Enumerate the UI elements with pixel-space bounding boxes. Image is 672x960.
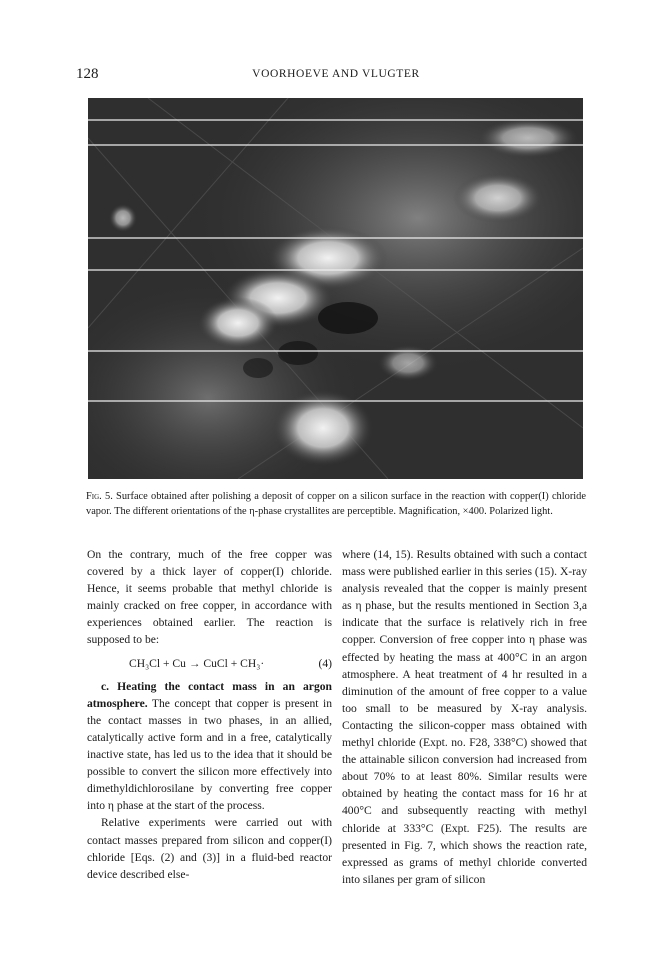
micrograph-image [88,98,583,479]
section-heading: c. Heating the contact mass in an argon atmosphere. [87,679,332,710]
left-column [87,546,332,883]
page-header [76,66,596,86]
equation-4 [87,655,332,672]
page-number: 128 [76,66,99,82]
figure-caption [86,489,586,519]
paragraph: Relative experiments were carried out with contact masses prepared from silicon and copper(I) chloride [Eqs. (2) and (3)] in a fluid-bed reactor device described else- [87,816,332,881]
micrograph-figure [88,98,583,479]
paragraph: where (14, 15). Results obtained with such a contact mass were published earlier in this series (15). X-ray analysis revealed that the copper is mainly present as η phase, but the results mentioned in Section 3,a indicate that the surface is relatively rich in free copper. Conversion of free copper into η phase was effected by heating the mass at 400°C in an argon atmosphere. A heat treatment of 4 hr resulted in a diminution of the amount of free copper to a value too small to be measured by X-ray analysis. Contacting the silicon-copper mass obtained with methyl chloride (Expt. no. F28, 338°C) showed that the attainable silicon conversion had increased from about 70% to at least 80%. Similar results were obtained by heating the contact mass for 16 hr at 400°C and subsequently reacting with methyl chloride at 333°C (Expt. F25). The results are presented in Fig. 7, which shows the reaction rate, expressed as grams of methyl chloride converted into silanes per gram of silicon [342,548,588,886]
equation-number: (4) [318,656,332,670]
running-title: VOORHOEVE AND VLUGTER [252,68,420,80]
section-paragraph [87,678,332,815]
section-text: The concept that copper is present in the contact masses in two phases, in an allied, catalytically active form and in a free, catalytically inactive state, has led us to the idea that it should be possible to convert the silicon more effectively into dimethyldichlorosilane by converting free copper into η phase at the start of the process. [87,696,332,813]
figure-caption-text: Surface obtained after polishing a deposit of copper on a silicon surface in the reaction with copper(I) chloride vapor. The different orientations of the η-phase crystallites are perceptible. Magnification, ×400. Polarized light. [86,491,586,517]
right-column [342,546,587,888]
figure-caption-label: Fig. 5. [86,491,113,502]
paragraph: On the contrary, much of the free copper was covered by a thick layer of copper(I) chloride. Hence, it seems probable that methyl chloride is mainly cracked on free copper, in accordance with experiences obtained earlier. The reaction is supposed to be: [87,548,332,647]
equation-text: CH₃Cl + Cu → CuCl + CH₃· [129,656,265,670]
